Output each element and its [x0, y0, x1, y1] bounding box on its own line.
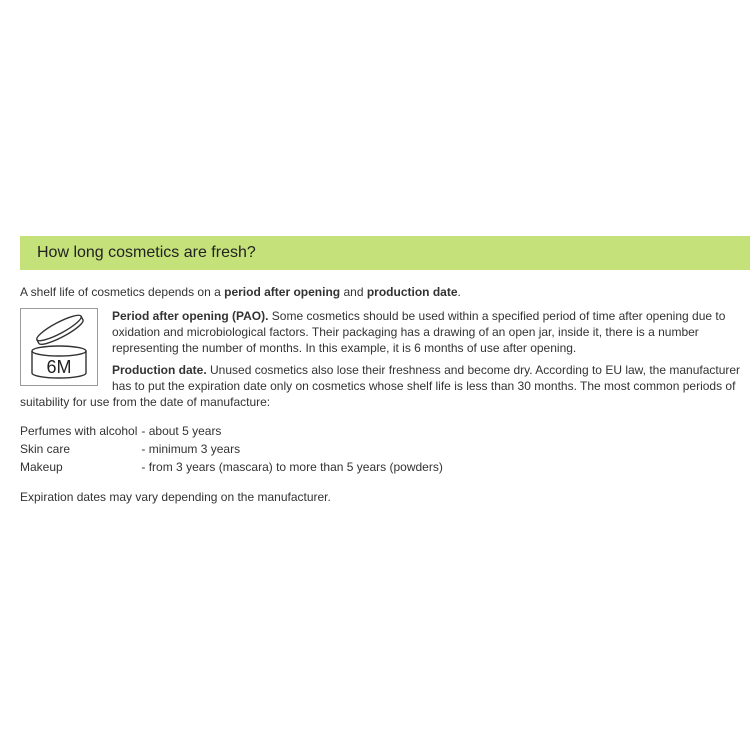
pao-text: Some cosmetics should be used within a specified period of time after opening due to oxidation and microbiological factors. Their packaging has a drawing of an open jar, inside it, there is a number representing the number of months. In this example, it is 6 months of use after opening.: [112, 309, 726, 355]
intro-text-2: and: [340, 285, 367, 299]
open-jar-icon: [21, 309, 97, 385]
table-row: [20, 459, 443, 477]
period-category: Perfumes with alcohol: [20, 424, 138, 438]
period-duration: - from 3 years (mascara) to more than 5 years (powders): [141, 460, 443, 474]
table-row: [20, 441, 443, 459]
intro-bold-period-after-opening: period after opening: [224, 285, 341, 299]
intro-text-1: A shelf life of cosmetics depends on a: [20, 285, 225, 299]
pao-symbol-label: 6M: [46, 357, 72, 377]
suitability-periods-table: [20, 423, 443, 477]
section-heading: How long cosmetics are fresh?: [37, 244, 256, 261]
production-text: Unused cosmetics also lose their freshness and become dry. According to EU law, the manufacturer has to put the expiration date only on cosmetics whose shelf life is less than 30 months. The most common periods of suitability for use from the date of manufacture:: [20, 363, 741, 409]
period-duration: - about 5 years: [141, 424, 222, 438]
production-date-paragraph: [20, 362, 750, 410]
cosmetics-freshness-section: [20, 236, 750, 505]
intro-paragraph: [20, 284, 750, 300]
period-duration: - minimum 3 years: [141, 442, 241, 456]
pao-symbol-box: [20, 308, 98, 386]
table-row: [20, 423, 443, 441]
section-heading-bar: [20, 236, 750, 270]
pao-paragraph: [20, 300, 750, 356]
period-category: Makeup: [20, 460, 63, 474]
intro-bold-production-date: production date: [366, 285, 458, 299]
expiration-note: Expiration dates may vary depending on the manufacturer.: [20, 490, 331, 504]
period-category: Skin care: [20, 442, 71, 456]
production-title: Production date.: [112, 363, 207, 377]
pao-title: Period after opening (PAO).: [112, 309, 269, 323]
intro-text-3: .: [457, 285, 461, 299]
